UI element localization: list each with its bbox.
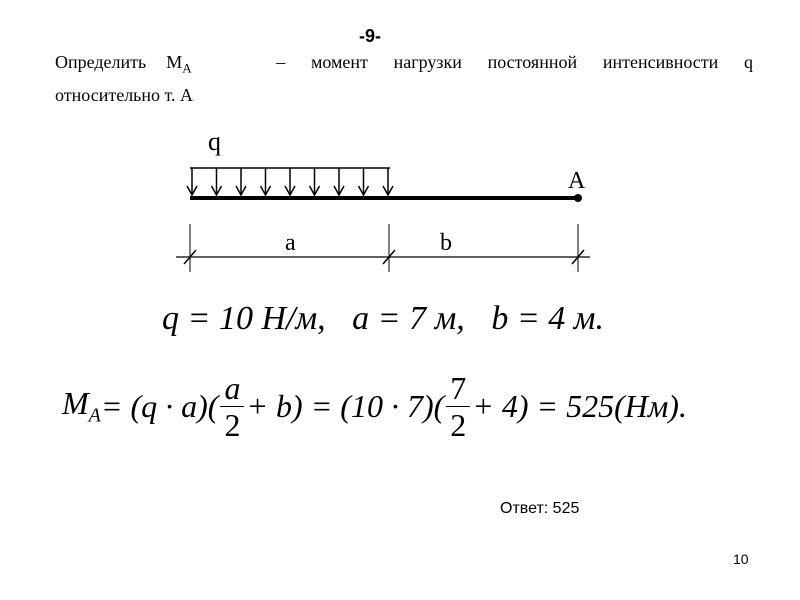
problem-line-1 <box>55 49 753 82</box>
load-label-q: q <box>208 127 221 156</box>
formula-lhs <box>62 385 101 427</box>
given-b: b = 4 м. <box>491 300 604 337</box>
problem-statement <box>55 49 755 108</box>
slide-title: -9- <box>359 26 381 46</box>
fraction-a-numerator: a <box>224 370 241 406</box>
moment-symbol-subscript: A <box>182 60 192 76</box>
problem-description: – момент нагрузки постоянной интенсивности q <box>276 52 753 72</box>
moment-symbol-letter: M <box>166 52 183 72</box>
dimension-b-label: b <box>440 230 452 256</box>
fraction-7-over-2 <box>446 370 470 443</box>
fraction-a-denominator: 2 <box>224 407 241 443</box>
beam-diagram <box>160 120 610 285</box>
define-word: Определить <box>55 52 147 72</box>
given-q: q = 10 Н/м, <box>162 300 326 337</box>
point-a-label: A <box>568 168 586 194</box>
page-number: 10 <box>733 551 749 567</box>
fraction-7-denominator: 2 <box>450 407 467 443</box>
formula-part-3: + 4) = 525(Нм). <box>472 388 687 424</box>
moment-formula <box>62 370 687 443</box>
formula-part-2: + b) = (10 · 7)( <box>246 388 445 424</box>
point-a-dot <box>574 194 582 202</box>
fraction-a-over-2 <box>220 370 244 443</box>
given-values <box>162 300 604 338</box>
answer-text: Ответ: 525 <box>500 500 580 517</box>
moment-symbol <box>146 49 276 82</box>
formula-part-1: = (q · a)( <box>100 388 219 424</box>
fraction-7-numerator: 7 <box>450 370 467 406</box>
dimension-a-label: a <box>285 230 296 256</box>
given-a: a = 7 м, <box>352 300 465 337</box>
distributed-load-arrows <box>187 168 393 195</box>
formula-lhs-subscript: A <box>88 404 101 427</box>
formula-lhs-letter: M <box>62 385 89 422</box>
problem-line-2: относительно т. А <box>55 84 194 105</box>
